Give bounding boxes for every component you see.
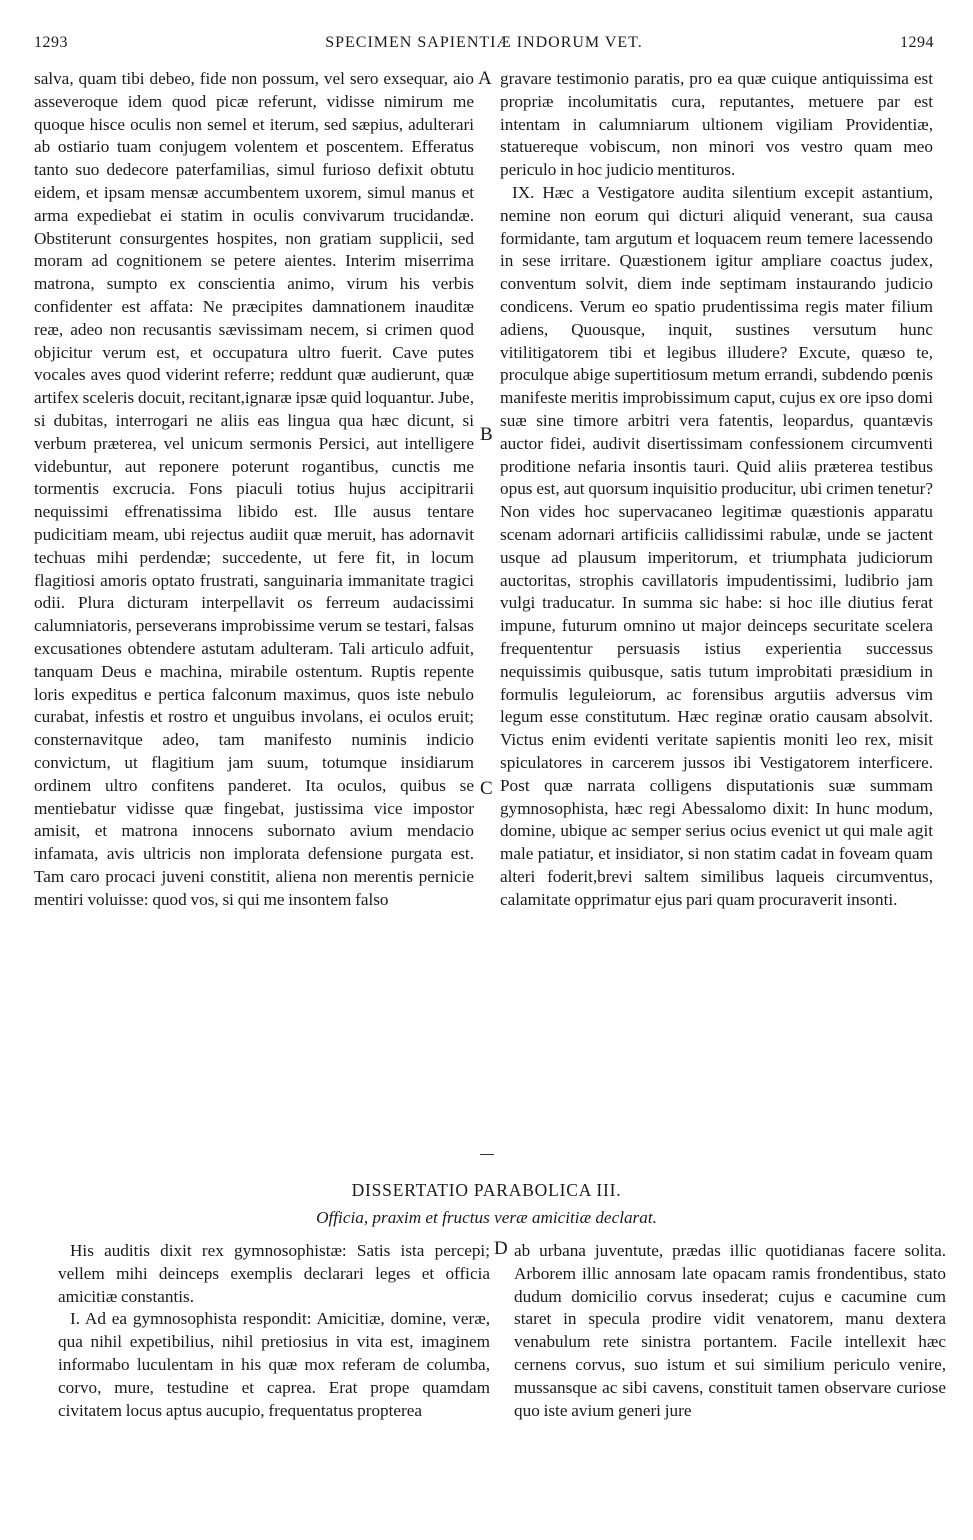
dissertation-title: DISSERTATIO PARABOLICA III. bbox=[351, 1180, 622, 1200]
paragraph-section-i: I. Ad ea gymnosophista respondit: Amicitiæ, domine, veræ, qua nihil expetibilius, nihil pretiosius in vita est, imaginem informabo luculentam in his quæ mox referam de columba, corvo, mure, testudine et caprea. Erat prope quamdam civitatem locus aptus aucupio, frequentatus propterea bbox=[58, 1309, 490, 1420]
margin-marker-a: A bbox=[478, 68, 492, 89]
paragraph: His auditis dixit rex gymnosophistæ: Satis ista percepi; vellem mihi deinceps exemplis declarari leges et officia amicitiæ constantis. bbox=[58, 1241, 490, 1306]
paragraph: ab urbana juventute, prædas illic quotidianas facere solita. Arborem illic annosam late opacam ramis frondentibus, stato dudum domicilio corvus insederat; cujus e cacumine cum staret in specula prodire vidit venatorem, manu dextera venabulum rete sinistra portantem. Facile intellexit hæc cernens corvus, suo istum et sui similium periculo venire, mussansque ac sibi cavens, constituit tamen observare curiose quo iste avium generi jure bbox=[514, 1241, 946, 1420]
paragraph: gravare testimonio paratis, pro ea quæ cuique antiquissima est propriæ incolumitatis cura, reputantes, metuere par est intentam in calumniarum ultionem vigiliam Providentiæ, statuereque vobiscum, non minori vos vestro quam meo periculo in hoc judicio mentituros. bbox=[500, 69, 933, 180]
paragraph-section-ix: IX. Hæc a Vestigatore audita silentium excepit astantium, nemine non eorum qui dicturi aliquid venerant, sua causa formidante, tam argutum et loquacem reum temere lacessendo in sese irritare. Quæstionem igitur ampliare coactus judex, conventum solvit, diem inde septimam instaurando judicio condicens. Verum eo spatio prudentissima regis mater filium adiens, Quousque, inquit, sustines versutum hunc vitilitigatorem tibi et legibus illudere? Excute, quæso te, proculque abige supertitiosum metum errandi, subdendo pœnis manifeste meritis improbissimum caput, cujus ex ore ipso domi suæ sine timore arbitri vera fatentis, leopardus, quantævis auctor fidei, audivit disertissimam confessionem circumventi proditione nefaria insontis tauri. Quid aliis præterea testibus opus est, aut quorsum inquisitio producitur, ubi crimen tenetur? Non vides hoc supervacaneo legitimæ quæstionis apparatu scenam adornari artificiis callidissimi rabulæ, unde se jactent usque ad plausum imperitorum, et triumphata judiciorum auctoritas, strophis cavillatoris impudentissimi, ludibrio jam vulgi traducatur. In summa sic habe: si hoc ille diutius ferat impune, futurum omnino ut major deinceps securitate scelera frequententur persuasis istius experientia successus nequissimis quibusque, satis tutum improbitati præsidium in formulis leguleiorum, ac forensibus argutiis adversus vim legum esse constitutum. Hæc reginæ oratio causam absolvit. Victus enim evidenti veritate sapientis moniti leo rex, misit spiculatores in carcerem jussos ibi Vestigatorem interficere. Post quæ narrata colligens disputationis suæ summam gymnosophista, hæc regi Abessalomo dixit: In hunc modum, domine, ubique ac semper serius ocius evenict ut qui male agit male patiatur, et insidiator, si non statim cadat in foveam quam alteri foderit,brevi saltem similibus laqueis circumventus, calamitate opprimatur ejus pari quam procuraverit insonti. bbox=[500, 182, 933, 909]
paragraph: salva, quam tibi debeo, fide non possum, vel sero exsequar, aio asseveroque idem quod picæ referunt, vidisse nimirum me quoque hisce oculis non semel et iterum, sed sæpius, adulterari ab ostiario tuam conjugem volentem et poscentem. Efferatus tanto suo dedecore paterfamilias, simul furioso defixit obtutu eidem, et ipsam mensæ accumbentem uxorem, simul manus et arma expediebat ei statim in oculis convivarum trucidandæ. Obstiterunt consurgentes hospites, non gratiam supplicii, sed moram ad cognitionem se petere aientes. Interim miserrima matrona, sumpto ex conscientia animo, virum his verbis confidenter est affata: Ne præcipites damnationem inauditæ reæ, adeo non recusantis sævissimam necem, si crimen quod objicitur verum est, et occupatura ultro fuerit. Cave putes vocales aves quod viderint referre; reddunt quæ audierunt, quæ artifex sceleris docuit, recitant,ignaræ ipsæ quid loquantur. Jube, si dubitas, interrogari ne aliis eas lingua qua hæc dicunt, si verbum præterea, vel unicum sermonis Persici, aut intelligere videbuntur, aut reponere poterunt rogantibus, cunctis me tormentis excrucia. Fons piaculi totius hujus accipitrarii nequissimi effrenatissima libido est. Ille ausus tentare pudicitiam meam, ubi rejectus audiit quæ meruit, has adornavit techuas mihi perdendæ; succedente, ut fere fit, in locum flagitiosi amoris optato frustrati, sanguinaria immanitate tragici odii. Plura dicturam interpellavit os ferreum audacissimi calumniatoris, perseverans improbissime verum se testari, falsas excusationes obtendere astutam adulteram. Tali articulo adfuit, tanquam Deus e machina, mirabile ostentum. Ruptis repente loris expeditus e pertica falconum maximus, quos iste nebulo curabat, infestis et rostro et unguibus involans, ei oculos eruit; consternavitque adeo, tam manifesto numinis indicio convictum, ut flagitium jam suum, totumque insidiarum ordinem ultro confitens panderet. Ita oculos, quibus se mentiebatur vidisse quæ fingebat, justissima vice impostor amisit, et matrona innocens subornato avium mendacio infamata, avis ultricis non implorata defensione purgata est. Tam caro procaci juveni constitit, aliena non merentis pernicie mentiri voluisse: quod vos, si qui me insontem falso bbox=[34, 69, 474, 909]
section-divider bbox=[480, 1154, 494, 1155]
right-column-top bbox=[500, 68, 933, 911]
margin-marker-c: C bbox=[480, 778, 493, 799]
right-column-bottom bbox=[514, 1240, 946, 1422]
running-title: SPECIMEN SAPIENTIÆ INDORUM VET. bbox=[325, 34, 643, 51]
running-header bbox=[34, 30, 934, 58]
margin-marker-d: D bbox=[494, 1238, 508, 1259]
margin-marker-b: B bbox=[480, 424, 493, 445]
right-page-number: 1294 bbox=[900, 34, 934, 51]
left-column-top bbox=[34, 68, 474, 911]
left-page-number: 1293 bbox=[34, 34, 68, 51]
dissertation-subtitle: Officia, praxim et fructus veræ amicitiæ declarat. bbox=[316, 1208, 657, 1227]
left-column-bottom bbox=[58, 1240, 490, 1422]
